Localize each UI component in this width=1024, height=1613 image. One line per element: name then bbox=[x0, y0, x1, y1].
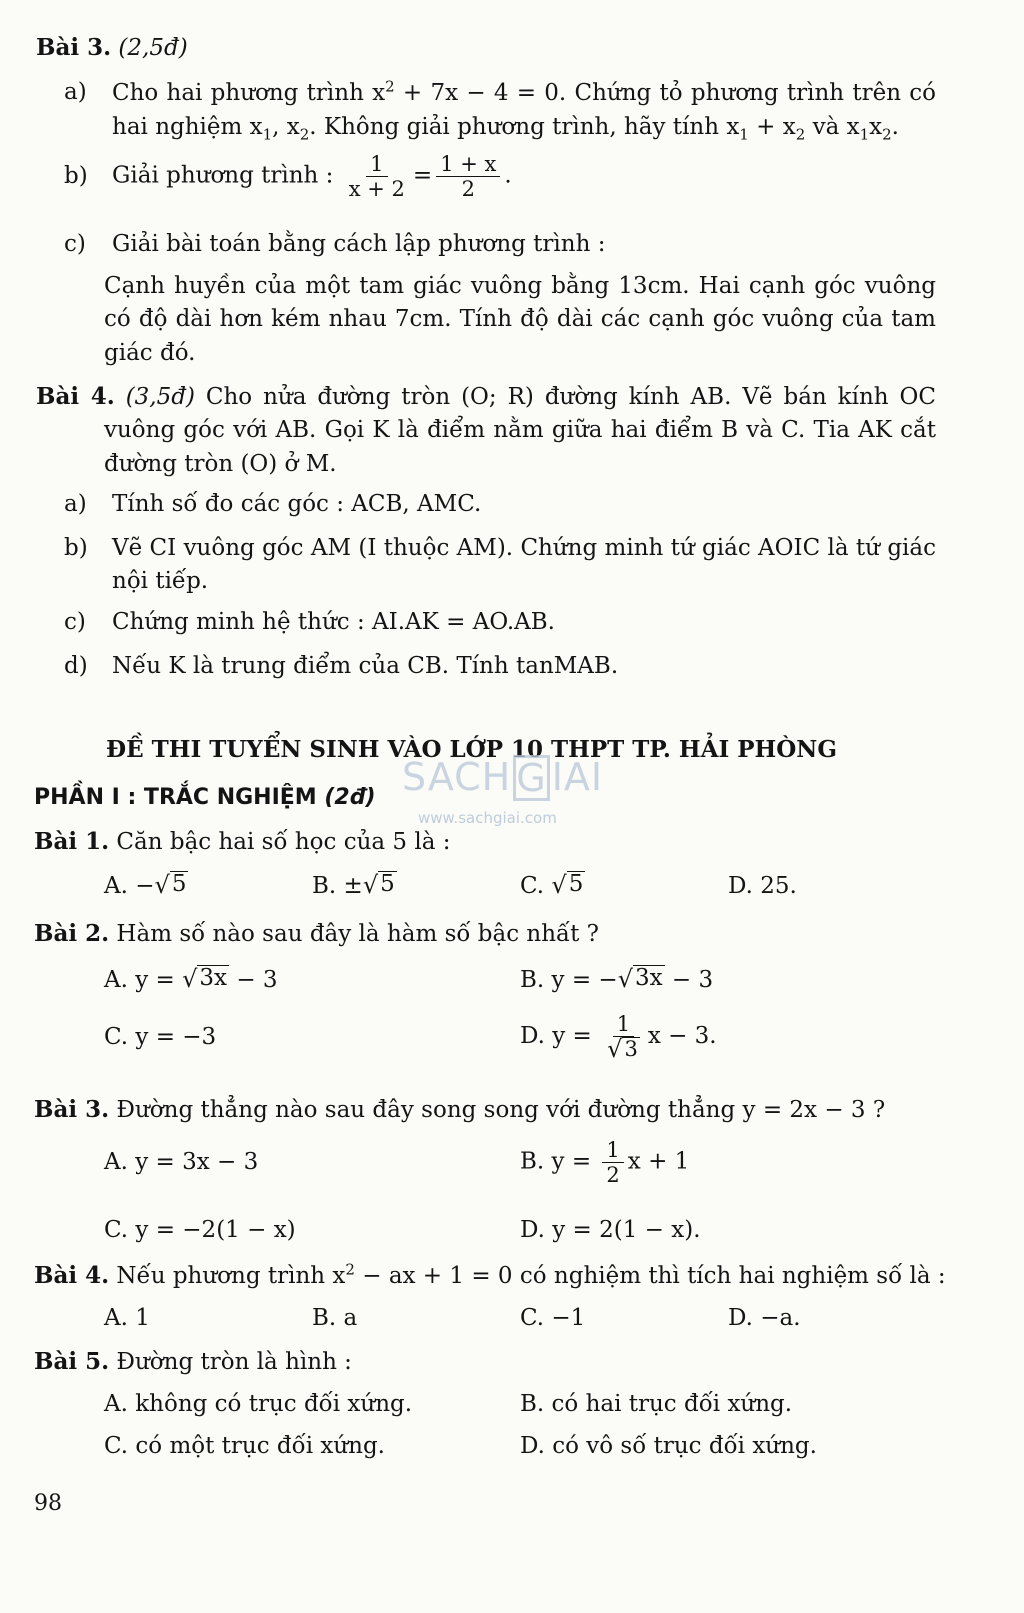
b3-title: Bài 3. bbox=[36, 34, 112, 61]
q5-options-row1 bbox=[104, 1388, 936, 1421]
b3b-fraction-right: $\frac{1 + x}{2}$ bbox=[436, 152, 500, 201]
q2-option-d: D. y = 1 √ 3 x − 3. bbox=[520, 1012, 717, 1064]
q5-option-b: B. có hai trục đối xứng. bbox=[520, 1391, 793, 1417]
b4-intro-text: Cho nửa đường tròn (O; R) đường kính AB. Vẽ bán kính OC vuông góc với AB. Gọi K là điểm nằm giữa hai điểm B và C. Tia AK cắt đường tròn (O) ở M. bbox=[104, 384, 936, 477]
b4-item-b: b) Vẽ CI vuông góc AM (I thuộc AM). Chứng minh tứ giác AOIC là tứ giác nội tiếp. bbox=[64, 535, 936, 595]
q1-options bbox=[104, 870, 936, 903]
b3a-text: Cho hai phương trình $x^2 + 7x - 4 = 0$. Chứng tỏ phương trình trên có hai nghiệm $x_1$, $x_2$. Không giải phương trình, hãy tính $x_1 + x_2$ và $x_1x_2$. bbox=[112, 77, 937, 144]
b4-intro bbox=[36, 380, 936, 481]
b3a bbox=[64, 76, 936, 144]
q5-option-d: D. có vô số trục đối xứng. bbox=[520, 1433, 817, 1459]
b4-points: (3,5đ) bbox=[125, 384, 195, 410]
page-number: 98 bbox=[34, 1491, 62, 1516]
section-heading bbox=[34, 782, 376, 813]
b3c-label: c) bbox=[64, 231, 86, 257]
b3a-label: a) bbox=[64, 79, 87, 105]
watermark-url: www.sachgiai.com bbox=[418, 809, 557, 827]
b3-points: (2,5đ) bbox=[118, 35, 188, 61]
exam-title: ĐỀ THI TUYỂN SINH VÀO LỚP 10 THPT TP. HẢI PHÒNG bbox=[106, 736, 837, 763]
q3-option-a: A. y = 3x − 3 bbox=[104, 1149, 259, 1176]
q3-option-b: B. y = $\frac{1}{2}$ x + 1 bbox=[520, 1138, 690, 1188]
section-title: PHẦN I : TRẮC NGHIỆM bbox=[34, 785, 317, 810]
b4-item-a: a) Tính số đo các góc : ACB, AMC. bbox=[64, 491, 482, 517]
b4-item-d: d) Nếu K là trung điểm của CB. Tính tanMAB. bbox=[64, 653, 619, 679]
b3-heading bbox=[36, 32, 188, 65]
q5-stem: Bài 5. Đường tròn là hình : bbox=[34, 1348, 352, 1375]
q4-options bbox=[104, 1302, 936, 1335]
q2-option-c: C. y = −3 bbox=[104, 1023, 217, 1050]
q5-option-c: C. có một trục đối xứng. bbox=[104, 1433, 385, 1459]
q1-option-a: A. − √ 5 bbox=[104, 870, 187, 899]
b4-title: Bài 4. bbox=[36, 383, 115, 410]
q4-option-a: A. 1 bbox=[104, 1305, 150, 1331]
b3b-text: Giải phương trình : $\frac{1}{x + 2}$ = $\frac{1 + x}{2}$ . bbox=[112, 152, 512, 202]
q5-options-row2 bbox=[104, 1430, 936, 1463]
b3b bbox=[64, 152, 936, 201]
q1-option-c: C. √ 5 bbox=[520, 870, 584, 899]
b3b-fraction-left: $\frac{1}{x + 2}$ bbox=[348, 152, 405, 202]
q3-stem: Bài 3. Đường thẳng nào sau đây song song với đường thẳng y = 2x − 3 ? bbox=[34, 1096, 886, 1123]
q4-stem: Bài 4. Nếu phương trình $x^2$ − ax + 1 = 0 có nghiệm thì tích hai nghiệm số là : bbox=[34, 1260, 946, 1289]
q4-option-d: D. −a. bbox=[728, 1305, 801, 1331]
b3c bbox=[64, 228, 936, 261]
b3b-label: b) bbox=[64, 163, 88, 190]
q3-options-row2 bbox=[104, 1214, 936, 1247]
section-points: (2đ) bbox=[324, 785, 376, 810]
b3c-text: Giải bài toán bằng cách lập phương trình : bbox=[112, 231, 606, 257]
q2-options-row2 bbox=[104, 1012, 936, 1062]
q2-option-b: B. y = − √ 3x − 3 bbox=[520, 964, 714, 993]
q4-option-b: B. a bbox=[312, 1305, 358, 1331]
q1-stem: Bài 1. Căn bậc hai số học của 5 là : bbox=[34, 828, 451, 855]
q3-options-row1 bbox=[104, 1138, 936, 1187]
q4-option-c: C. −1 bbox=[520, 1305, 586, 1331]
q5-option-a: A. không có trục đối xứng. bbox=[104, 1391, 413, 1417]
q3-option-d: D. y = 2(1 − x). bbox=[520, 1217, 701, 1243]
b3c-problem: Cạnh huyền của một tam giác vuông bằng 13cm. Hai cạnh góc vuông có độ dài hơn kém nhau 7cm. Tính độ dài các cạnh góc vuông của tam giác đó. bbox=[104, 273, 936, 366]
q2-option-a: A. y = √ 3x − 3 bbox=[104, 964, 278, 993]
q1-option-b: B. ± √ 5 bbox=[312, 870, 395, 899]
q2-stem: Bài 2. Hàm số nào sau đây là hàm số bậc nhất ? bbox=[34, 920, 600, 947]
q3-option-c: C. y = −2(1 − x) bbox=[104, 1217, 296, 1243]
b4-item-c: c) Chứng minh hệ thức : AI.AK = AO.AB. bbox=[64, 609, 555, 635]
q2-options-row1 bbox=[104, 964, 936, 997]
q1-option-d: D. 25. bbox=[728, 873, 797, 899]
sachgiai-watermark-logo: SACH G IAI bbox=[402, 755, 604, 800]
